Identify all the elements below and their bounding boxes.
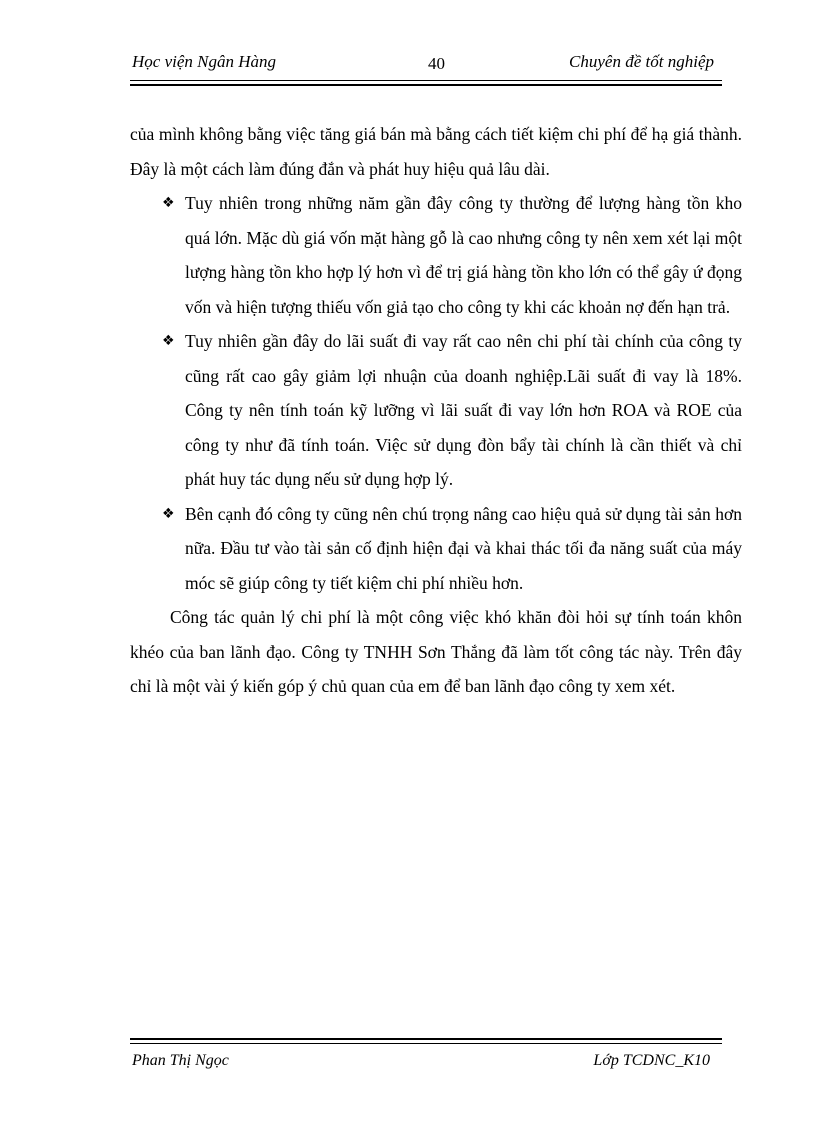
body-text bbox=[130, 117, 742, 704]
paragraph-conclusion: Công tác quản lý chi phí là một công việc khó khăn đòi hỏi sự tính toán khôn khéo của ban lãnh đạo. Công ty TNHH Sơn Thắng đã làm tốt công tác này. Trên đây chỉ là một vài ý kiến góp ý chủ quan của em để ban lãnh đạo công ty xem xét. bbox=[130, 607, 742, 696]
header-document-type: Chuyên đề tốt nghiệp bbox=[569, 52, 714, 71]
bullet-text: Tuy nhiên gần đây do lãi suất đi vay rất cao nên chi phí tài chính của công ty cũng rất cao gây giảm lợi nhuận của doanh nghiệp.Lãi suất đi vay là 18%. Công ty nên tính toán kỹ lưỡng vì lãi suất đi vay lớn hơn ROA và ROE của công ty như đã tính toán. Việc sử dụng đòn bẩy tài chính là cần thiết và chỉ phát huy tác dụng nếu sử dụng hợp lý. bbox=[185, 331, 742, 489]
footer-rule-2 bbox=[130, 1043, 722, 1044]
bullet-item-3 bbox=[130, 497, 742, 601]
page-footer bbox=[130, 1050, 720, 1076]
header-institution: Học viện Ngân Hàng bbox=[132, 52, 277, 71]
footer-class: Lớp TCDNC_K10 bbox=[593, 1052, 710, 1069]
bullet-diamond-icon: ❖ bbox=[162, 195, 175, 211]
paragraph-intro: của mình không bằng việc tăng giá bán mà bằng cách tiết kiệm chi phí để hạ giá thành. Đây là một cách làm đúng đắn và phát huy hiệu quả lâu dài. bbox=[130, 124, 742, 179]
header-rule-1 bbox=[130, 80, 722, 81]
page-header bbox=[130, 48, 720, 78]
bullet-diamond-icon: ❖ bbox=[162, 505, 175, 522]
bullet-item-1 bbox=[130, 186, 742, 324]
footer-rule-1 bbox=[130, 1038, 722, 1040]
bullet-text: Bên cạnh đó công ty cũng nên chú trọng nâng cao hiệu quả sử dụng tài sản hơn nữa. Đầu tư vào tài sản cố định hiện đại và khai thác tối đa năng suất của máy móc sẽ giúp công ty tiết kiệm chi phí nhiều hơn. bbox=[185, 503, 742, 593]
bullet-text: Tuy nhiên trong những năm gần đây công ty thường để lượng hàng tồn kho quá lớn. Mặc dù giá vốn mặt hàng gỗ là cao nhưng công ty nên xem xét lại một lượng hàng tồn kho hợp lý hơn vì để trị giá hàng tồn kho lớn có thể gây ứ đọng vốn và hiện tượng thiếu vốn giả tạo cho công ty khi các khoản nợ đến hạn trả. bbox=[185, 193, 742, 317]
footer-author: Phan Thị Ngọc bbox=[132, 1052, 229, 1069]
bullet-diamond-icon: ❖ bbox=[162, 333, 175, 349]
header-rule-2 bbox=[130, 84, 722, 86]
page-number: 40 bbox=[428, 54, 445, 73]
bullet-item-2 bbox=[130, 324, 742, 497]
